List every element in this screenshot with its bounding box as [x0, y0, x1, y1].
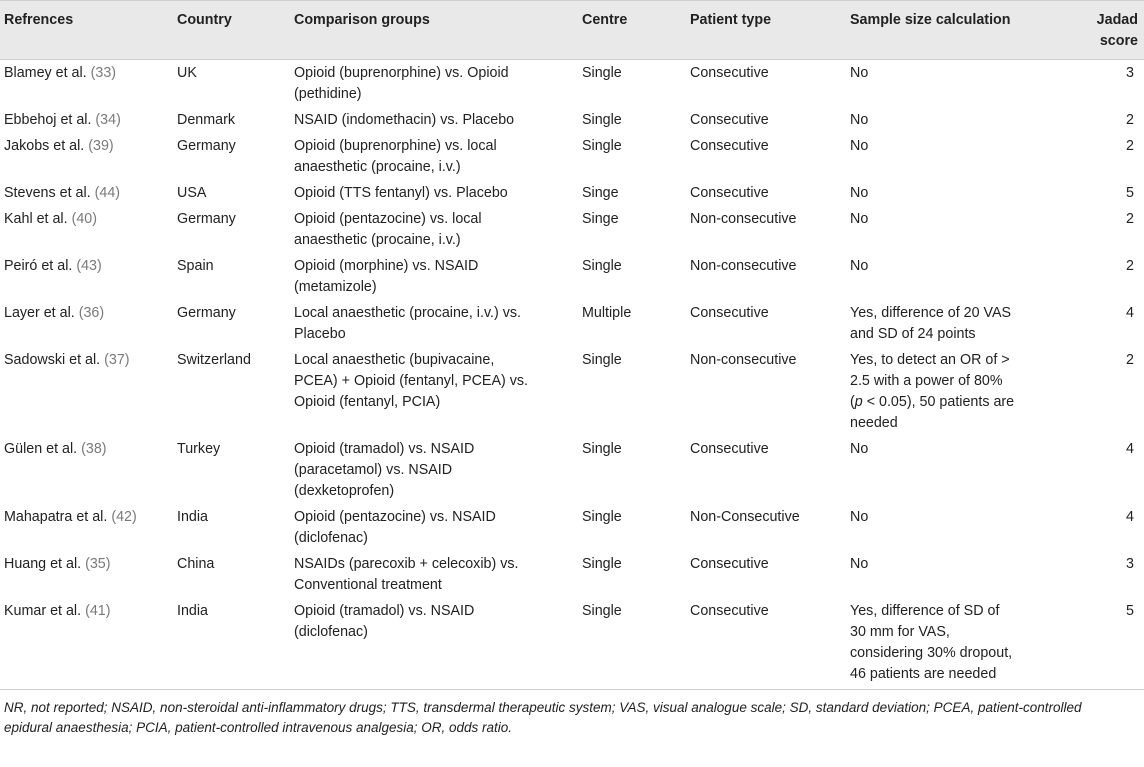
cell-comparison-groups: [294, 504, 582, 551]
cell-country: Germany: [177, 138, 236, 154]
cell-sample-size: [850, 300, 1064, 347]
comparison-line: (pethidine): [294, 86, 362, 102]
comparison-line: Conventional treatment: [294, 577, 442, 593]
cell-country: Turkey: [177, 441, 221, 457]
cell-sample-size: [850, 504, 1064, 551]
sample-size-line: No: [850, 258, 869, 274]
cell-country: India: [177, 598, 294, 690]
cell-comparison-groups: [294, 347, 582, 436]
cell-reference: [0, 206, 177, 253]
cell-comparison-groups: [294, 551, 582, 598]
author-name: Mahapatra et al.: [4, 509, 108, 525]
comparison-line: PCEA) + Opioid (fentanyl, PCEA) vs.: [294, 373, 528, 389]
cell-patient-type: Non-consecutive: [690, 258, 797, 274]
cell-centre: Singe: [582, 185, 619, 201]
comparison-line: (diclofenac): [294, 624, 368, 640]
cell-jadad-score: 4: [1126, 305, 1134, 321]
comparison-line: Opioid (pentazocine) vs. local: [294, 211, 482, 227]
cell-country: UK: [177, 65, 197, 81]
cell-centre: Singe: [582, 211, 619, 227]
cell-comparison-groups: [294, 180, 582, 206]
citation-link[interactable]: (41): [85, 603, 111, 619]
cell-reference: [0, 60, 177, 108]
cell-jadad-score: 2: [1126, 211, 1134, 227]
table-row: [0, 60, 1144, 108]
author-name: Peiró et al.: [4, 258, 73, 274]
citation-link[interactable]: (39): [88, 138, 114, 154]
table-header: [0, 1, 1144, 60]
cell-country: Denmark: [177, 112, 235, 128]
sample-size-line: 2.5 with a power of 80%: [850, 373, 1003, 389]
author-name: Huang et al.: [4, 556, 82, 572]
cell-jadad-score: 5: [1064, 598, 1144, 690]
author-name: Layer et al.: [4, 305, 75, 321]
cell-patient-type: Consecutive: [690, 441, 769, 457]
table-row: [0, 300, 1144, 347]
cell-sample-size: [850, 206, 1064, 253]
cell-jadad-score: 2: [1126, 112, 1134, 128]
comparison-line: NSAID (indomethacin) vs. Placebo: [294, 112, 515, 128]
author-name: Kumar et al.: [4, 603, 82, 619]
cell-patient-type: Consecutive: [690, 65, 769, 81]
citation-link[interactable]: (36): [78, 305, 105, 321]
cell-reference: [0, 598, 177, 690]
author-name: Stevens et al.: [4, 185, 91, 201]
cell-comparison-groups: [294, 598, 582, 690]
cell-reference: [0, 436, 177, 504]
table-row: [0, 347, 1144, 436]
header-references: Refrences: [0, 1, 177, 60]
cell-centre: Single: [582, 509, 622, 525]
table-row: [0, 180, 1144, 206]
citation-link[interactable]: (43): [76, 258, 102, 274]
sample-size-line: No: [850, 138, 869, 154]
comparison-line: (metamizole): [294, 279, 377, 295]
cell-centre: Single: [582, 65, 622, 81]
cell-sample-size: [850, 60, 1064, 108]
sample-size-line: (p < 0.05), 50 patients are: [850, 394, 1015, 410]
header-patient-type: Patient type: [690, 1, 850, 60]
header-country: Country: [177, 1, 294, 60]
cell-patient-type: Consecutive: [690, 598, 850, 690]
table-row: [0, 206, 1144, 253]
cell-reference: [0, 347, 177, 436]
citation-link[interactable]: (37): [104, 352, 130, 368]
sample-size-line: No: [850, 211, 869, 227]
cell-reference: [0, 504, 177, 551]
citation-link[interactable]: (35): [85, 556, 111, 572]
cell-sample-size: [850, 551, 1064, 598]
cell-jadad-score: 2: [1126, 138, 1134, 154]
header-jadad-line2: score: [1099, 33, 1138, 49]
sample-size-line: No: [850, 556, 869, 572]
footnote-line-1: NR, not reported; NSAID, non-steroidal anti-inflammatory drugs; TTS, transdermal therapeutic system; VAS, visual analogue scale; SD, standard deviation; PCEA, patient-controlled: [4, 700, 1082, 715]
cell-reference: [0, 107, 177, 133]
cell-reference: [0, 300, 177, 347]
cell-comparison-groups: [294, 60, 582, 108]
header-centre: Centre: [582, 1, 690, 60]
cell-sample-size: [850, 133, 1064, 180]
cell-reference: [0, 180, 177, 206]
header-jadad-score: [1064, 1, 1144, 60]
table-row: [0, 133, 1144, 180]
cell-centre: Single: [582, 352, 622, 368]
comparison-line: (diclofenac): [294, 530, 368, 546]
comparison-line: Opioid (pentazocine) vs. NSAID: [294, 509, 496, 525]
cell-patient-type: Consecutive: [690, 138, 769, 154]
cell-jadad-score: 2: [1126, 258, 1134, 274]
sample-size-line: No: [850, 185, 869, 201]
sample-size-line: and SD of 24 points: [850, 326, 976, 342]
cell-patient-type: Consecutive: [690, 305, 769, 321]
citation-link[interactable]: (33): [90, 65, 117, 81]
comparison-line: Local anaesthetic (procaine, i.v.) vs.: [294, 305, 522, 321]
cell-reference: [0, 133, 177, 180]
comparison-line: Local anaesthetic (bupivacaine,: [294, 352, 495, 368]
sample-size-line: 46 patients are needed: [850, 666, 997, 682]
cell-country: China: [177, 556, 215, 572]
table-row: [0, 504, 1144, 551]
author-name: Gülen et al.: [4, 441, 78, 457]
p-value-symbol: p: [854, 394, 863, 410]
table-body: [0, 60, 1144, 690]
comparison-line: Opioid (TTS fentanyl) vs. Placebo: [294, 185, 508, 201]
header-jadad-line1: Jadad: [1096, 12, 1138, 28]
comparison-line: Placebo: [294, 326, 346, 342]
sample-size-line: considering 30% dropout,: [850, 645, 1013, 661]
cell-centre: Multiple: [582, 305, 632, 321]
footnote-line-2: epidural anaesthesia; PCIA, patient-controlled intravenous analgesia; OR, odds ratio.: [4, 720, 513, 735]
citation-link[interactable]: (34): [95, 112, 121, 128]
cell-country: Switzerland: [177, 352, 251, 368]
sample-size-line: No: [850, 441, 869, 457]
cell-country: USA: [177, 185, 207, 201]
table-row: [0, 107, 1144, 133]
comparison-line: anaesthetic (procaine, i.v.): [294, 232, 461, 248]
cell-centre: Single: [582, 441, 622, 457]
comparison-line: (dexketoprofen): [294, 483, 395, 499]
cell-centre: Single: [582, 556, 622, 572]
cell-jadad-score: 2: [1126, 352, 1134, 368]
comparison-line: Opioid (morphine) vs. NSAID: [294, 258, 479, 274]
comparison-line: Opioid (tramadol) vs. NSAID: [294, 441, 475, 457]
cell-patient-type: Non-consecutive: [690, 352, 797, 368]
cell-reference: [0, 253, 177, 300]
cell-country: Germany: [177, 305, 236, 321]
table-footnote: [0, 690, 1144, 738]
cell-centre: Single: [582, 258, 622, 274]
table-row: [0, 598, 1144, 690]
cell-sample-size: [850, 436, 1064, 504]
cell-sample-size: [850, 598, 1064, 690]
sample-size-line: needed: [850, 415, 898, 431]
cell-sample-size: [850, 180, 1064, 206]
citation-link[interactable]: (40): [71, 211, 98, 227]
cell-patient-type: Non-Consecutive: [690, 509, 800, 525]
author-name: Jakobs et al.: [4, 138, 85, 154]
cell-comparison-groups: [294, 107, 582, 133]
author-name: Sadowski et al.: [4, 352, 101, 368]
comparison-line: (paracetamol) vs. NSAID: [294, 462, 453, 478]
table-row: [0, 253, 1144, 300]
citation-link[interactable]: (38): [81, 441, 107, 457]
cell-jadad-score: 3: [1126, 556, 1134, 572]
sample-size-line: No: [850, 65, 869, 81]
cell-comparison-groups: [294, 133, 582, 180]
cell-country: Spain: [177, 258, 214, 274]
comparison-line: Opioid (buprenorphine) vs. Opioid: [294, 65, 509, 81]
cell-comparison-groups: [294, 300, 582, 347]
cell-patient-type: Consecutive: [690, 556, 769, 572]
sample-size-line: No: [850, 509, 869, 525]
cell-reference: [0, 551, 177, 598]
comparison-line: Opioid (buprenorphine) vs. local: [294, 138, 497, 154]
comparison-line: Opioid (tramadol) vs. NSAID: [294, 603, 475, 619]
cell-comparison-groups: [294, 206, 582, 253]
citation-link[interactable]: (42): [111, 509, 137, 525]
comparison-line: NSAIDs (parecoxib + celecoxib) vs.: [294, 556, 519, 572]
header-row: [0, 1, 1144, 60]
cell-country: India: [177, 509, 209, 525]
sample-size-line: Yes, difference of SD of: [850, 603, 1000, 619]
author-name: Kahl et al.: [4, 211, 68, 227]
cell-comparison-groups: [294, 253, 582, 300]
table-row: [0, 436, 1144, 504]
cell-sample-size: [850, 107, 1064, 133]
cell-sample-size: [850, 347, 1064, 436]
author-name: Blamey et al.: [4, 65, 87, 81]
cell-country: Germany: [177, 211, 236, 227]
table-row: [0, 551, 1144, 598]
cell-jadad-score: 5: [1126, 185, 1134, 201]
cell-centre: Single: [582, 138, 622, 154]
sample-size-line: Yes, difference of 20 VAS: [850, 305, 1012, 321]
sample-size-line: No: [850, 112, 869, 128]
cell-patient-type: Non-consecutive: [690, 211, 797, 227]
cell-jadad-score: 3: [1126, 65, 1134, 81]
cell-patient-type: Consecutive: [690, 185, 769, 201]
comparison-line: Opioid (fentanyl, PCIA): [294, 394, 441, 410]
sample-size-line: Yes, to detect an OR of >: [850, 352, 1010, 368]
cell-jadad-score: 4: [1126, 509, 1134, 525]
cell-centre: Single: [582, 598, 690, 690]
author-name: Ebbehoj et al.: [4, 112, 92, 128]
cell-sample-size: [850, 253, 1064, 300]
header-sample-size: Sample size calculation: [850, 1, 1064, 60]
cell-centre: Single: [582, 112, 622, 128]
cell-jadad-score: 4: [1126, 441, 1134, 457]
header-comparison-groups: Comparison groups: [294, 1, 582, 60]
sample-size-line: 30 mm for VAS,: [850, 624, 950, 640]
citation-link[interactable]: (44): [94, 185, 121, 201]
cell-patient-type: Consecutive: [690, 112, 769, 128]
cell-comparison-groups: [294, 436, 582, 504]
comparison-line: anaesthetic (procaine, i.v.): [294, 159, 461, 175]
